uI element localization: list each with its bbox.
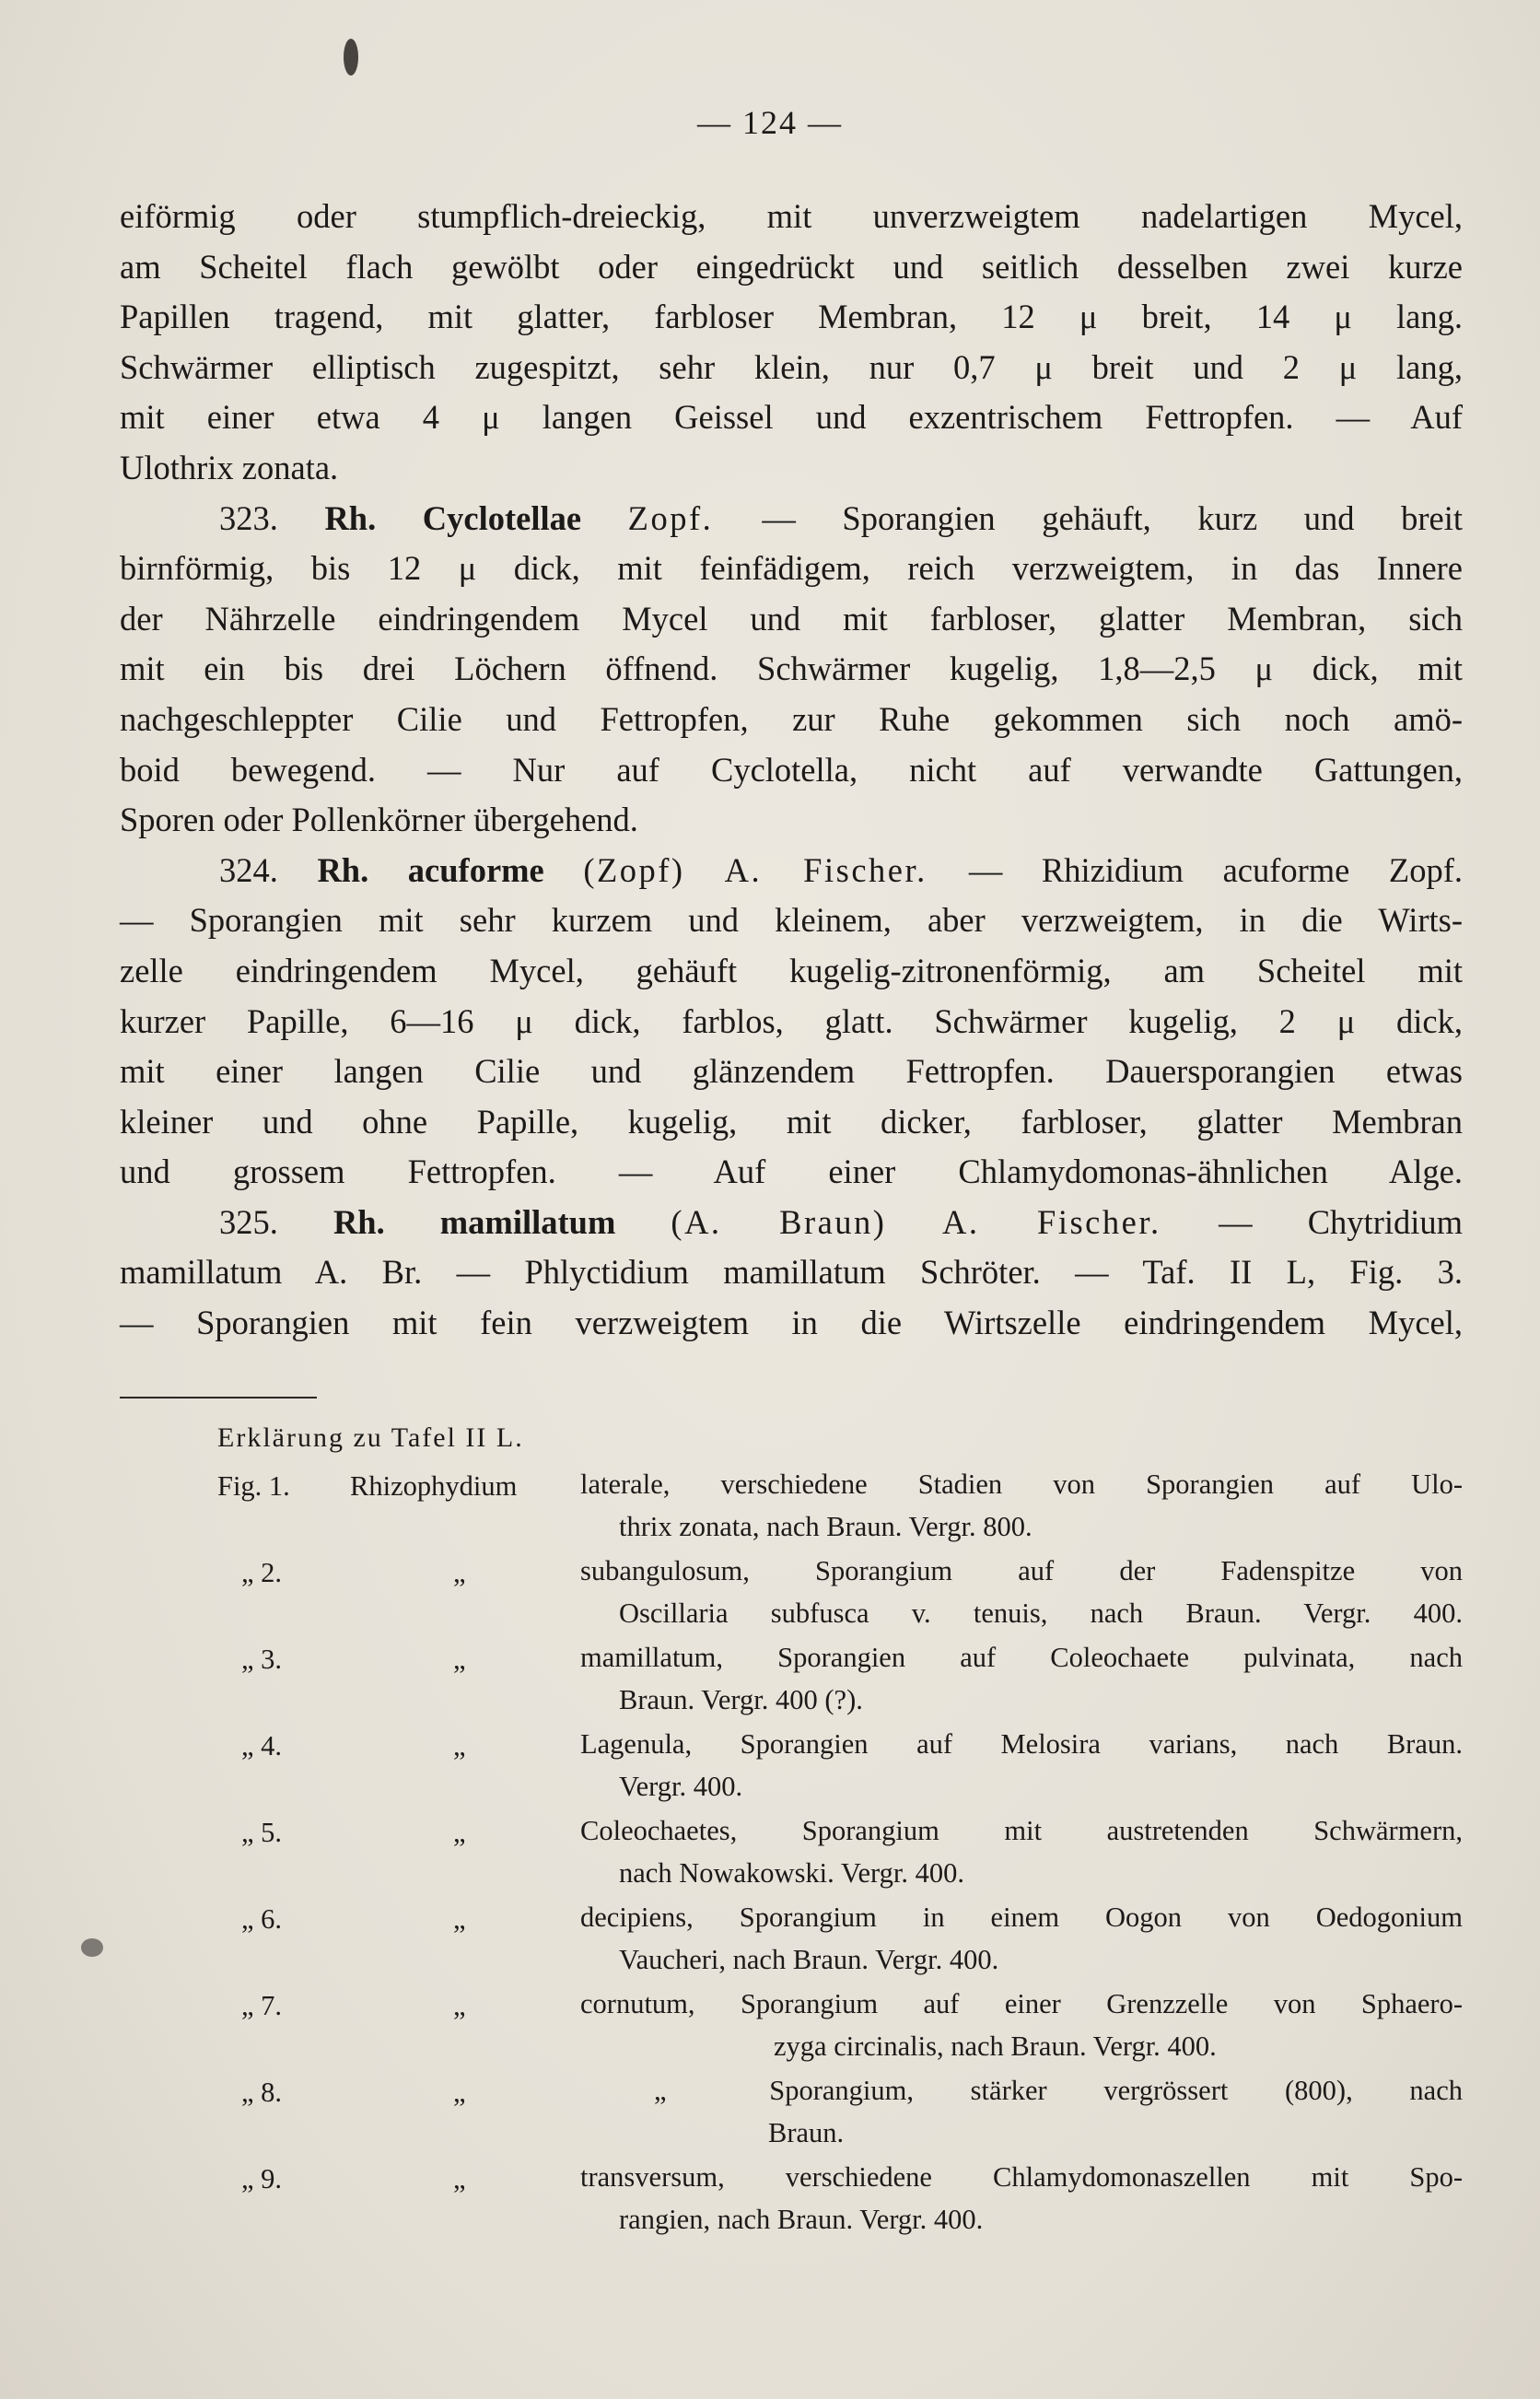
text-line: zelle eindringendem Mycel, gehäuft kugelig-zitronenförmig, am Scheitel mit [120,951,1463,989]
figure-label: „ 5. [241,1817,283,1848]
figure-species: cornutum, [580,1988,741,2019]
species-name: Rh. mamillatum [332,1202,671,1241]
figure-label: „ 9. [241,2163,283,2194]
description-line: subangulosum, Sporangium auf der Fadenspitze von [580,1555,1463,1586]
figure-genus: „ [453,1990,466,2021]
figure-genus: „ [453,2077,466,2108]
figure-description [580,1896,1463,1981]
description-line: thrix zonata, nach Braun. Vergr. 800. [619,1511,1032,1542]
figure-genus: „ [453,1644,466,1675]
text-line: birnförmig, bis 12 μ dick, mit feinfädigem, reich verzweigtem, in das Innere [120,549,1463,588]
text-line: Schwärmer elliptisch zugespitzt, sehr klein, nur 0,7 μ breit und 2 μ lang, [120,347,1463,386]
description-line: transversum, verschiedene Chlamydomonaszellen mit Spo- [580,2161,1464,2193]
figure-species: transversum, [580,2161,786,2193]
plate-caption: Erklärung zu Tafel II L. [217,1422,524,1453]
text-line: nachgeschleppter Cilie und Fettropfen, zur Ruhe gekommen sich noch amö- [120,699,1463,738]
text-line: eiförmig oder stumpflich-dreieckig, mit unverzweigtem nadelartigen Mycel, [120,197,1463,235]
figure-description [580,1983,1463,2067]
text-line: Papillen tragend, mit glatter, farbloser Membran, 12 μ breit, 14 μ lang. [120,298,1463,336]
text-line: — Sporangien mit fein verzweigtem in die Wirtszelle eindringendem Mycel, [120,1304,1463,1342]
figure-description [580,2156,1463,2241]
figure-genus: „ [453,1730,466,1761]
entry-text: — Sporangien gehäuft, kurz und breit [762,498,1464,537]
figure-species: subangulosum, [580,1555,815,1586]
text-line: kurzer Papille, 6—16 μ dick, farblos, glatt. Schwärmer kugelig, 2 μ dick, [120,1001,1463,1040]
figure-label: „ 7. [241,1990,283,2021]
figure-label: Fig. 1. [217,1470,290,1502]
text-line: — Sporangien mit sehr kurzem und kleinem, aber verzweigtem, in die Wirts- [120,901,1463,940]
text-line: mit einer langen Cilie und glänzendem Fettropfen. Dauersporangien etwas [120,1052,1463,1091]
description-line: „ Sporangium, stärker vergrössert (800), nach [580,2069,1463,2112]
figure-label: „ 2. [241,1557,283,1588]
description-line: Vaucheri, nach Braun. Vergr. 400. [619,1944,999,1975]
description-line: cornutum, Sporangium auf einer Grenzzelle von Sphaero- [580,1988,1463,2019]
figure-genus: „ [453,1557,466,1588]
figure-genus: „ [453,1903,466,1935]
species-author: (Zopf) A. Fischer. [583,850,969,889]
species-author: Zopf. [627,498,763,537]
entry-number: 325. [219,1202,333,1241]
text-line: am Scheitel flach gewölbt oder eingedrückt und seitlich desselben zwei kurze [120,247,1463,286]
figure-species: mamillatum, [580,1642,778,1673]
text-line: mit einer etwa 4 μ langen Geissel und exzentrischem Fettropfen. — Auf [120,398,1463,437]
text-line: der Nährzelle eindringendem Mycel und mit farbloser, glatter Membran, sich [120,599,1463,638]
figure-label: „ 3. [241,1644,283,1675]
description-line: Coleochaetes, Sporangium mit austretenden Schwärmern, [580,1815,1463,1846]
figure-description [580,1636,1463,1721]
text-line: mit ein bis drei Löchern öffnend. Schwärmer kugelig, 1,8—2,5 μ dick, mit [120,649,1463,688]
text-line: mamillatum A. Br. — Phlyctidium mamillatum Schröter. — Taf. II L, Fig. 3. [120,1253,1463,1292]
entry-text: — Rhizidium acuforme Zopf. [968,850,1464,889]
description-line: Braun. Vergr. 400 (?). [619,1684,863,1715]
figure-label: „ 8. [241,2077,283,2108]
figure-label: „ 4. [241,1730,283,1761]
text-line: boid bewegend. — Nur auf Cyclotella, nicht auf verwandte Gattungen, [120,750,1463,789]
text-line: und grossem Fettropfen. — Auf einer Chlamydomonas-ähnlichen Alge. [120,1153,1463,1191]
text-line: kleiner und ohne Papille, kugelig, mit dicker, farbloser, glatter Membran [120,1102,1463,1141]
figure-species: Coleochaetes, [580,1815,802,1846]
description-line: Oscillaria subfusca v. tenuis, nach Braun. Vergr. 400. [619,1597,1463,1629]
figure-description [580,1809,1463,1894]
species-name: Rh. Cyclotellae [324,498,628,537]
text-line: Ulothrix zonata. [120,448,339,486]
figure-label: „ 6. [241,1903,283,1935]
description-line: rangien, nach Braun. Vergr. 400. [619,2204,984,2235]
description-line: Braun. [768,2117,845,2148]
figure-description [580,1550,1463,1634]
description-line: laterale, verschiedene Stadien von Sporangien auf Ulo- [580,1469,1463,1500]
species-author: (A. Braun) A. Fischer. [671,1202,1219,1241]
entry-text: — Chytridium [1219,1202,1464,1241]
description-line: decipiens, Sporangium in einem Oogon von Oedogonium [580,1902,1464,1933]
entry-number: 324. [219,850,318,889]
figure-description [580,1723,1463,1808]
text-line: Sporen oder Pollenkörner übergehend. [120,801,638,839]
figure-genus: „ [453,2163,466,2194]
page-number: — 124 — [697,104,843,141]
description-line: mamillatum, Sporangien auf Coleochaete pulvinata, nach [580,1642,1463,1673]
description-line: Lagenula, Sporangien auf Melosira varians, nach Braun. [580,1728,1463,1760]
figure-description [580,2069,1463,2154]
figure-genus: „ [453,1817,466,1848]
description-line: Vergr. 400. [619,1771,743,1802]
figure-species: Lagenula, [580,1728,741,1760]
figure-species: decipiens, [580,1902,740,1933]
figure-description [580,1463,1463,1548]
description-line: zyga circinalis, nach Braun. Vergr. 400. [774,2030,1217,2062]
entry-number: 323. [219,498,325,537]
description-line: nach Nowakowski. Vergr. 400. [619,1857,964,1889]
figure-genus: Rhizophydium [350,1470,518,1502]
figure-species: „ [654,2075,724,2106]
figure-species: laterale, [580,1469,721,1500]
species-name: Rh. acuforme [317,850,584,889]
